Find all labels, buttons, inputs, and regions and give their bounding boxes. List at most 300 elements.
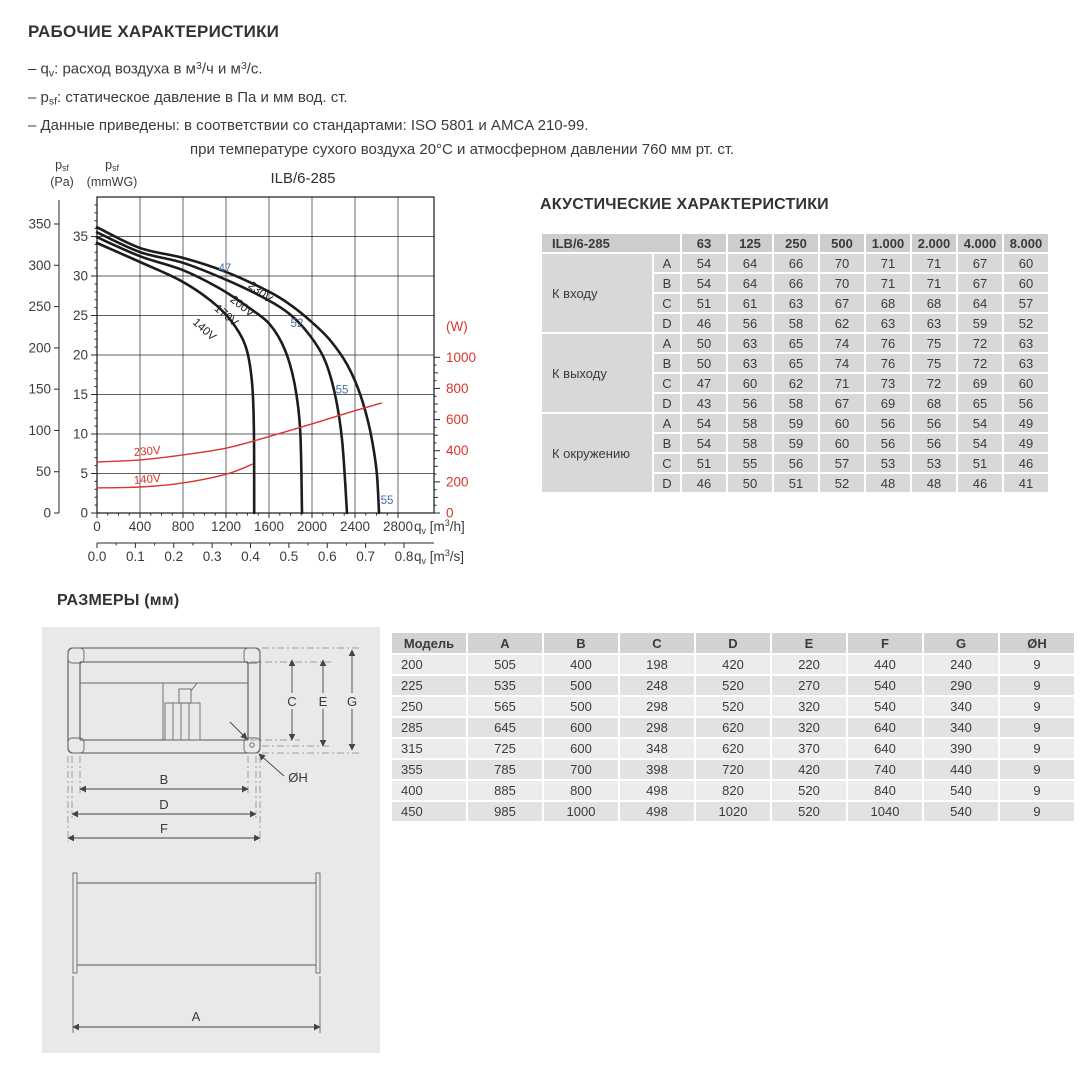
- acoustic-value-cell: 66: [774, 254, 818, 272]
- mm-tick-label: 35: [72, 229, 88, 244]
- axis-unit-label: $q_v$ $[m^3/h]$: [414, 518, 465, 536]
- dim-value-cell: 820: [696, 781, 770, 800]
- dim-value-cell: 540: [924, 781, 998, 800]
- dim-value-cell: 540: [848, 697, 922, 716]
- dim-value-cell: 9: [1000, 697, 1074, 716]
- x-tick-label: 0: [93, 519, 101, 534]
- dim-value-cell: 620: [696, 739, 770, 758]
- dim-value-cell: 600: [544, 739, 618, 758]
- text-segment: p: [55, 158, 63, 172]
- mm-tick-label: 10: [72, 426, 88, 442]
- acoustic-value-cell: 74: [820, 354, 864, 372]
- dim-value-cell: 220: [772, 655, 846, 674]
- curve-annotation: 140V: [133, 472, 162, 488]
- acoustic-value-cell: 61: [728, 294, 772, 312]
- acoustic-value-cell: 56: [1004, 394, 1048, 412]
- mm-tick-label: 0: [80, 505, 88, 521]
- dim-value-cell: 9: [1000, 802, 1074, 821]
- dim-label-A: A: [191, 1009, 201, 1024]
- dim-value-cell: 700: [544, 760, 618, 779]
- dim-value-cell: 370: [772, 739, 846, 758]
- motor-block: [165, 703, 200, 740]
- acoustic-value-cell: 48: [912, 474, 956, 492]
- dim-value-cell: 390: [924, 739, 998, 758]
- dim-value-cell: 620: [696, 718, 770, 737]
- pa-tick-label: 250: [28, 299, 51, 315]
- acoustic-value-cell: 46: [682, 314, 726, 332]
- acoustic-value-cell: 48: [866, 474, 910, 492]
- note-line: [28, 86, 808, 114]
- spectrum-key-cell: B: [654, 274, 680, 292]
- acoustic-value-cell: 67: [820, 394, 864, 412]
- acoustic-value-cell: 57: [820, 454, 864, 472]
- acoustic-value-cell: 50: [728, 474, 772, 492]
- s-tick-label: 0.1: [125, 549, 145, 564]
- dim-row: [392, 781, 1074, 800]
- acoustic-value-cell: 60: [820, 414, 864, 432]
- flange-right: [316, 873, 320, 973]
- text-segment: /с.: [246, 60, 263, 78]
- curve-annotation: 230V: [245, 279, 275, 306]
- dimension-drawing: [42, 627, 380, 1053]
- dim-label-E: E: [318, 694, 328, 709]
- acoustic-group-label: К окружению: [542, 414, 652, 492]
- mm-tick-label: 5: [80, 466, 88, 481]
- acoustic-value-cell: 54: [958, 434, 1002, 452]
- dim-model-cell: 250: [392, 697, 466, 716]
- dim-value-cell: 520: [772, 781, 846, 800]
- dim-value-cell: 9: [1000, 739, 1074, 758]
- dim-value-cell: 840: [848, 781, 922, 800]
- acoustic-value-cell: 60: [728, 374, 772, 392]
- dim-value-cell: 740: [848, 760, 922, 779]
- acoustic-value-cell: 75: [912, 334, 956, 352]
- mm-tick-label: 25: [72, 308, 88, 323]
- text-segment: – p: [28, 88, 49, 106]
- frequency-header-cell: 63: [682, 234, 726, 252]
- w-tick-label: 400: [446, 443, 469, 459]
- text-segment: /ч и м: [201, 60, 241, 78]
- acoustic-value-cell: 60: [820, 434, 864, 452]
- pa-axis-unit: (Pa): [50, 175, 74, 190]
- acoustic-group-label: К выходу: [542, 334, 652, 412]
- acoustic-value-cell: 64: [958, 294, 1002, 312]
- curve-annotation: 55: [335, 384, 349, 397]
- dimensions-title: РАЗМЕРЫ (мм): [57, 592, 180, 609]
- acoustic-value-cell: 67: [820, 294, 864, 312]
- corner-bracket: [68, 648, 84, 663]
- dim-model-cell: 450: [392, 802, 466, 821]
- text-segment: sf: [48, 95, 58, 108]
- performance-chart: [30, 158, 510, 588]
- acoustic-value-cell: 56: [728, 394, 772, 412]
- text-segment: : статическое давление в Па и мм вод. ст.: [57, 88, 348, 106]
- curve-annotation: 52: [290, 318, 304, 331]
- dim-model-cell: 200: [392, 655, 466, 674]
- x-tick-label: 2000: [296, 519, 328, 534]
- dim-model-cell: 285: [392, 718, 466, 737]
- mm-tick-label: 30: [72, 268, 88, 284]
- acoustic-value-cell: 70: [820, 274, 864, 292]
- acoustic-value-cell: 43: [682, 394, 726, 412]
- dim-value-cell: 1040: [848, 802, 922, 821]
- dim-value-cell: 565: [468, 697, 542, 716]
- acoustic-value-cell: 60: [1004, 274, 1048, 292]
- frequency-header-cell: 4.000: [958, 234, 1002, 252]
- dim-value-cell: 340: [924, 718, 998, 737]
- dim-value-cell: 498: [620, 802, 694, 821]
- acoustic-model-cell: ILB/6-285: [542, 234, 680, 252]
- acoustic-value-cell: 63: [866, 314, 910, 332]
- dim-model-cell: 315: [392, 739, 466, 758]
- dim-value-cell: 9: [1000, 760, 1074, 779]
- spectrum-key-cell: D: [654, 314, 680, 332]
- s-tick-label: 0.5: [279, 549, 299, 564]
- acoustic-value-cell: 51: [774, 474, 818, 492]
- dimension-drawing-panel: [42, 627, 380, 1053]
- text-segment: 3: [195, 60, 202, 72]
- pa-tick-label: 0: [43, 505, 51, 521]
- acoustic-value-cell: 54: [682, 274, 726, 292]
- acoustic-header-row: [542, 234, 1048, 252]
- dim-value-cell: 9: [1000, 718, 1074, 737]
- dim-header-cell: B: [544, 633, 618, 653]
- spectrum-key-cell: B: [654, 354, 680, 372]
- pa-tick-label: 350: [28, 216, 51, 232]
- spectrum-key-cell: A: [654, 414, 680, 432]
- acoustic-value-cell: 76: [866, 354, 910, 372]
- dim-value-cell: 535: [468, 676, 542, 695]
- dim-value-cell: 505: [468, 655, 542, 674]
- dim-value-cell: 725: [468, 739, 542, 758]
- w-tick-label: 0: [446, 505, 454, 521]
- dim-value-cell: 440: [848, 655, 922, 674]
- s-tick-label: 0.0: [87, 549, 107, 564]
- dim-label-B: B: [159, 772, 169, 787]
- dim-value-cell: 248: [620, 676, 694, 695]
- acoustic-value-cell: 74: [820, 334, 864, 352]
- acoustic-value-cell: 49: [1004, 414, 1048, 432]
- dim-value-cell: 298: [620, 718, 694, 737]
- acoustic-value-cell: 49: [1004, 434, 1048, 452]
- dim-value-cell: 270: [772, 676, 846, 695]
- acoustic-value-cell: 54: [682, 434, 726, 452]
- acoustic-value-cell: 70: [820, 254, 864, 272]
- dim-row: [392, 760, 1074, 779]
- acoustic-value-cell: 50: [682, 354, 726, 372]
- dim-value-cell: 985: [468, 802, 542, 821]
- acoustic-value-cell: 64: [728, 254, 772, 272]
- acoustic-value-cell: 51: [682, 294, 726, 312]
- working-characteristics-notes: [28, 54, 808, 163]
- dim-value-cell: 520: [772, 802, 846, 821]
- acoustic-value-cell: 52: [820, 474, 864, 492]
- acoustic-value-cell: 50: [682, 334, 726, 352]
- dim-row: [392, 676, 1074, 695]
- curve-annotation: 170V: [211, 302, 241, 330]
- dim-value-cell: 540: [848, 676, 922, 695]
- acoustic-value-cell: 53: [912, 454, 956, 472]
- s-tick-label: 0.8: [394, 549, 414, 564]
- dim-value-cell: 198: [620, 655, 694, 674]
- acoustic-value-cell: 51: [958, 454, 1002, 472]
- s-tick-label: 0.3: [202, 549, 222, 564]
- dim-value-cell: 520: [696, 676, 770, 695]
- acoustic-row: [542, 254, 1048, 272]
- frequency-header-cell: 2.000: [912, 234, 956, 252]
- chart-gridlines: [97, 197, 434, 513]
- acoustic-value-cell: 71: [866, 254, 910, 272]
- acoustic-value-cell: 59: [958, 314, 1002, 332]
- dim-label-diaH: ØH: [288, 770, 308, 785]
- curve-annotation: 230V: [133, 444, 162, 460]
- w-tick-label: 1000: [446, 349, 477, 365]
- dim-value-cell: 885: [468, 781, 542, 800]
- acoustic-value-cell: 62: [820, 314, 864, 332]
- dim-value-cell: 290: [924, 676, 998, 695]
- acoustic-value-cell: 75: [912, 354, 956, 372]
- fan-front-view: [68, 648, 260, 753]
- dim-value-cell: 9: [1000, 781, 1074, 800]
- text-segment: при температуре сухого воздуха 20°C и атмосферном давлении 760 мм рт. ст.: [190, 141, 735, 159]
- dim-value-cell: 640: [848, 718, 922, 737]
- spectrum-key-cell: C: [654, 294, 680, 312]
- text-segment: v: [48, 67, 55, 80]
- acoustic-value-cell: 68: [866, 294, 910, 312]
- curve-annotation: 140V: [190, 316, 219, 344]
- acoustic-value-cell: 71: [912, 254, 956, 272]
- hole-arrow: [230, 722, 247, 739]
- dim-value-cell: 9: [1000, 676, 1074, 695]
- spectrum-key-cell: C: [654, 454, 680, 472]
- spectrum-key-cell: D: [654, 474, 680, 492]
- acoustic-value-cell: 62: [774, 374, 818, 392]
- dim-label-D: D: [159, 797, 169, 812]
- dim-model-cell: 355: [392, 760, 466, 779]
- dim-label-G: G: [346, 694, 358, 709]
- mount-hole: [250, 743, 254, 747]
- dim-row: [392, 739, 1074, 758]
- acoustic-value-cell: 58: [774, 394, 818, 412]
- x-tick-label: 1600: [253, 519, 285, 534]
- acoustic-value-cell: 66: [774, 274, 818, 292]
- acoustic-group-label: К входу: [542, 254, 652, 332]
- spectrum-key-cell: A: [654, 254, 680, 272]
- text-segment: p: [105, 158, 113, 172]
- dim-label-C: C: [287, 694, 297, 709]
- dim-header-cell: F: [848, 633, 922, 653]
- fan-curve-170V: [97, 237, 302, 513]
- pa-tick-label: 50: [35, 464, 51, 480]
- acoustic-value-cell: 65: [774, 354, 818, 372]
- acoustic-value-cell: 63: [1004, 354, 1048, 372]
- acoustic-value-cell: 56: [912, 414, 956, 432]
- dim-model-cell: 400: [392, 781, 466, 800]
- frequency-header-cell: 250: [774, 234, 818, 252]
- acoustic-value-cell: 68: [912, 294, 956, 312]
- corner-bracket: [244, 648, 260, 663]
- dim-value-cell: 540: [924, 802, 998, 821]
- dim-value-cell: 240: [924, 655, 998, 674]
- dim-value-cell: 420: [696, 655, 770, 674]
- acoustic-value-cell: 68: [912, 394, 956, 412]
- w-tick-label: 200: [446, 474, 469, 490]
- dim-value-cell: 320: [772, 697, 846, 716]
- spectrum-key-cell: C: [654, 374, 680, 392]
- acoustic-value-cell: 72: [912, 374, 956, 392]
- acoustic-value-cell: 52: [1004, 314, 1048, 332]
- acoustic-value-cell: 56: [728, 314, 772, 332]
- power-curve-140V: [97, 464, 253, 488]
- x-tick-label: 2400: [339, 519, 371, 534]
- text-segment: : расход воздуха в м: [54, 60, 196, 78]
- acoustic-value-cell: 71: [866, 274, 910, 292]
- hole-leader: [259, 754, 284, 776]
- dim-value-cell: 320: [772, 718, 846, 737]
- dim-header-cell: E: [772, 633, 846, 653]
- dim-row: [392, 802, 1074, 821]
- s-tick-label: 0.2: [164, 549, 184, 564]
- flange-left: [73, 873, 77, 973]
- acoustic-value-cell: 65: [774, 334, 818, 352]
- acoustic-value-cell: 58: [774, 314, 818, 332]
- acoustic-value-cell: 54: [958, 414, 1002, 432]
- dim-value-cell: 500: [544, 697, 618, 716]
- acoustic-value-cell: 47: [682, 374, 726, 392]
- text-segment: 3: [240, 60, 247, 72]
- acoustic-value-cell: 56: [866, 414, 910, 432]
- x-tick-label: 800: [171, 519, 195, 534]
- dim-header-row: [392, 633, 1074, 653]
- dim-value-cell: 1000: [544, 802, 618, 821]
- acoustic-value-cell: 63: [912, 314, 956, 332]
- dim-value-cell: 645: [468, 718, 542, 737]
- dim-model-cell: 225: [392, 676, 466, 695]
- dim-header-cell: ØH: [1000, 633, 1074, 653]
- acoustic-value-cell: 41: [1004, 474, 1048, 492]
- acoustic-value-cell: 56: [774, 454, 818, 472]
- dim-value-cell: 500: [544, 676, 618, 695]
- acoustic-value-cell: 46: [682, 474, 726, 492]
- text-segment: – Данные приведены: в соответствии со стандартами: ISO 5801 и AMCA 210-99.: [28, 116, 589, 134]
- s-tick-label: 0.6: [317, 549, 337, 564]
- spectrum-key-cell: A: [654, 334, 680, 352]
- spectrum-key-cell: B: [654, 434, 680, 452]
- frequency-header-cell: 125: [728, 234, 772, 252]
- dim-value-cell: 420: [772, 760, 846, 779]
- note-line: [28, 114, 808, 139]
- acoustic-value-cell: 76: [866, 334, 910, 352]
- axis-unit-label: $q_v$ $[m^3/s]$: [414, 548, 465, 566]
- spectrum-key-cell: D: [654, 394, 680, 412]
- curve-annotation: 47: [218, 262, 232, 275]
- dim-value-cell: 800: [544, 781, 618, 800]
- dim-header-cell: Модель: [392, 633, 466, 653]
- acoustic-value-cell: 67: [958, 254, 1002, 272]
- dim-label-F: F: [160, 821, 168, 836]
- acoustic-value-cell: 46: [1004, 454, 1048, 472]
- acoustic-value-cell: 58: [728, 414, 772, 432]
- acoustic-row: [542, 334, 1048, 352]
- dim-value-cell: 785: [468, 760, 542, 779]
- acoustic-value-cell: 56: [866, 434, 910, 452]
- pa-tick-label: 150: [28, 381, 51, 397]
- acoustic-value-cell: 60: [1004, 254, 1048, 272]
- acoustic-value-cell: 53: [866, 454, 910, 472]
- acoustic-row: [542, 414, 1048, 432]
- dim-header-cell: A: [468, 633, 542, 653]
- chart-title: ILB/6-285: [270, 170, 336, 187]
- pa-tick-label: 300: [28, 257, 51, 273]
- acoustic-value-cell: 54: [682, 414, 726, 432]
- dim-value-cell: 498: [620, 781, 694, 800]
- frequency-header-cell: 8.000: [1004, 234, 1048, 252]
- watt-axis-label: (W): [446, 319, 468, 334]
- text-segment: sf: [112, 163, 119, 174]
- s-tick-label: 0.4: [241, 549, 260, 564]
- x-tick-label: 400: [128, 519, 152, 534]
- acoustic-value-cell: 55: [728, 454, 772, 472]
- acoustic-value-cell: 71: [820, 374, 864, 392]
- dim-row: [392, 697, 1074, 716]
- dim-value-cell: 400: [544, 655, 618, 674]
- frequency-header-cell: 500: [820, 234, 864, 252]
- acoustic-value-cell: 63: [728, 354, 772, 372]
- acoustic-value-cell: 59: [774, 434, 818, 452]
- dimensions-table: [390, 631, 1076, 823]
- mm-tick-label: 15: [72, 387, 88, 402]
- acoustic-value-cell: 63: [1004, 334, 1048, 352]
- dim-value-cell: 9: [1000, 655, 1074, 674]
- acoustic-value-cell: 54: [682, 254, 726, 272]
- acoustic-value-cell: 72: [958, 354, 1002, 372]
- x-tick-label: 1200: [210, 519, 242, 534]
- dim-value-cell: 398: [620, 760, 694, 779]
- acoustic-value-cell: 69: [958, 374, 1002, 392]
- dim-header-cell: D: [696, 633, 770, 653]
- x-tick-label: 2800: [382, 519, 414, 534]
- dim-row: [392, 718, 1074, 737]
- acoustic-value-cell: 72: [958, 334, 1002, 352]
- acoustic-value-cell: 60: [1004, 374, 1048, 392]
- text-segment: – q: [28, 60, 49, 78]
- dim-header-cell: G: [924, 633, 998, 653]
- acoustic-value-cell: 67: [958, 274, 1002, 292]
- acoustic-value-cell: 46: [958, 474, 1002, 492]
- acoustic-value-cell: 73: [866, 374, 910, 392]
- dim-value-cell: 298: [620, 697, 694, 716]
- acoustic-value-cell: 63: [774, 294, 818, 312]
- w-tick-label: 600: [446, 412, 469, 428]
- chart-curve-labels: [133, 263, 393, 507]
- dim-value-cell: 1020: [696, 802, 770, 821]
- pa-tick-label: 100: [28, 422, 51, 438]
- curve-annotation: 55: [380, 494, 394, 507]
- pa-tick-label: 200: [28, 340, 51, 356]
- acoustic-title: АКУСТИЧЕСКИЕ ХАРАКТЕРИСТИКИ: [540, 196, 829, 213]
- note-line: [28, 54, 808, 86]
- fan-side-view: [73, 873, 320, 973]
- acoustic-value-cell: 69: [866, 394, 910, 412]
- dim-value-cell: 348: [620, 739, 694, 758]
- acoustic-value-cell: 56: [912, 434, 956, 452]
- acoustic-value-cell: 63: [728, 334, 772, 352]
- dim-value-cell: 440: [924, 760, 998, 779]
- mm-tick-label: 20: [72, 347, 88, 363]
- dim-row: [392, 655, 1074, 674]
- acoustic-value-cell: 58: [728, 434, 772, 452]
- text-segment: sf: [62, 163, 69, 174]
